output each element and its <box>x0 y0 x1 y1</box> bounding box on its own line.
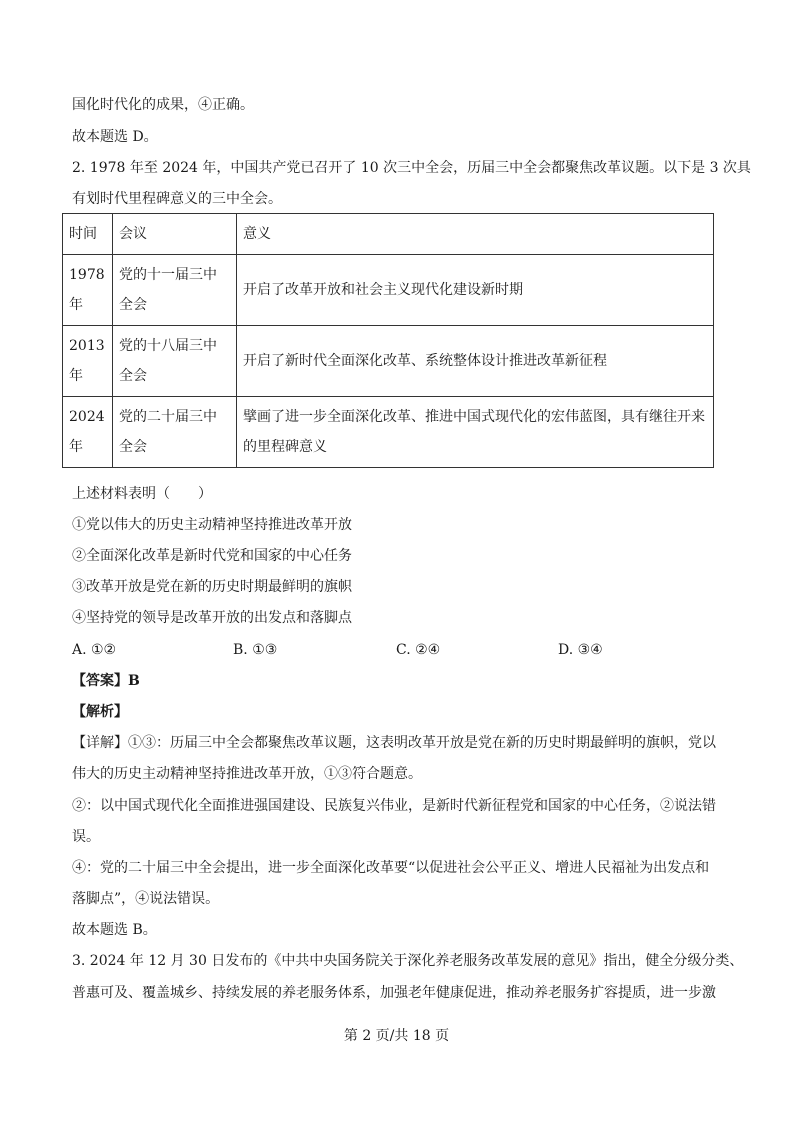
detail-3-line-1: ④：党的二十届三中全会提出，进一步全面深化改革要“以促进社会公平正义、增进人民福祉为出发点和 <box>72 860 710 876</box>
statement-3: ③改革开放是党在新的历史时期最鲜明的旗帜 <box>72 579 352 595</box>
header-time: 时间 <box>63 214 113 255</box>
page-footer: 第 2 页/共 18 页 <box>343 1028 450 1044</box>
table-header-row <box>63 214 714 255</box>
option-a: A. ①② <box>72 642 117 658</box>
cell-meeting: 党的十八届三中 全会 <box>113 326 237 397</box>
conclusion: 故本题选 B。 <box>72 922 157 938</box>
statement-4: ④坚持党的领导是改革开放的出发点和落脚点 <box>72 610 352 626</box>
cell-meeting: 党的十一届三中 全会 <box>113 255 237 326</box>
cell-year: 2024 年 <box>63 397 113 468</box>
line-1: 国化时代化的成果，④正确。 <box>72 97 254 113</box>
question-3-line-1: 3. 2024 年 12 月 30 日发布的《中共中央国务院关于深化养老服务改革发展的意见》指出，健全分级分类、 <box>72 953 744 969</box>
detail-1-line-2: 伟大的历史主动精神坚持推进改革开放，①③符合题意。 <box>72 766 422 782</box>
detail-3-line-2: 落脚点”，④说法错误。 <box>72 891 220 907</box>
cell-meaning: 擘画了进一步全面深化改革、推进中国式现代化的宏伟蓝图，具有继往开来 的里程碑意义 <box>237 397 714 468</box>
cell-year: 2013 年 <box>63 326 113 397</box>
cell-year: 1978 年 <box>63 255 113 326</box>
cell-meaning: 开启了改革开放和社会主义现代化建设新时期 <box>237 255 714 326</box>
question-2-line-1: 2. 1978 年至 2024 年，中国共产党已召开了 10 次三中全会，历届三中全会都聚焦改革议题。以下是 3 次具 <box>72 160 751 176</box>
detail-1-line-1: 【详解】①③：历届三中全会都聚焦改革议题，这表明改革开放是党在新的历史时期最鲜明的旗帜，党以 <box>72 735 716 751</box>
table-row <box>63 397 714 468</box>
option-d: D. ③④ <box>558 642 603 658</box>
line-2: 故本题选 D。 <box>72 129 158 145</box>
table-row <box>63 326 714 397</box>
table-row <box>63 255 714 326</box>
answer-line: 【答案】B <box>72 673 140 689</box>
question-2-line-2: 有划时代里程碑意义的三中全会。 <box>72 191 282 207</box>
header-meeting: 会议 <box>113 214 237 255</box>
detail-2-line-2: 误。 <box>72 829 100 845</box>
analysis-title: 【解析】 <box>72 704 128 720</box>
header-meaning: 意义 <box>237 214 714 255</box>
statement-2: ②全面深化改革是新时代党和国家的中心任务 <box>72 548 352 564</box>
cell-meaning: 开启了新时代全面深化改革、系统整体设计推进改革新征程 <box>237 326 714 397</box>
question-stem: 上述材料表明（ ） <box>72 486 212 502</box>
detail-2-line-1: ②：以中国式现代化全面推进强国建设、民族复兴伟业，是新时代新征程党和国家的中心任务，②说法错 <box>72 798 716 814</box>
statement-1: ①党以伟大的历史主动精神坚持推进改革开放 <box>72 517 352 533</box>
option-c: C. ②④ <box>396 642 441 658</box>
question-3-line-2: 普惠可及、覆盖城乡、持续发展的养老服务体系，加强老年健康促进，推动养老服务扩容提质，进一步激 <box>72 985 716 1001</box>
option-b: B. ①③ <box>233 642 278 658</box>
meetings-table <box>62 213 714 468</box>
cell-meeting: 党的二十届三中 全会 <box>113 397 237 468</box>
